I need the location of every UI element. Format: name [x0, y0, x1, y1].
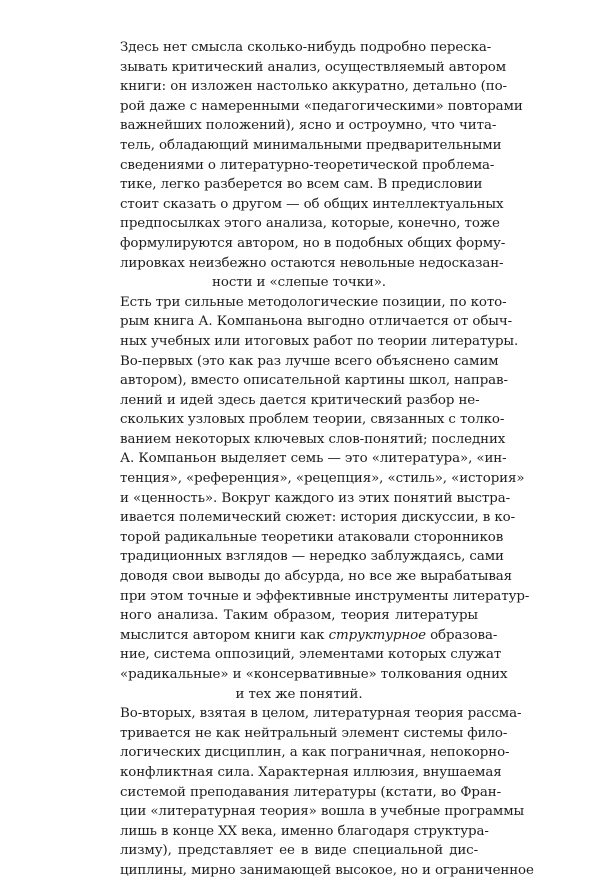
- text-line: лений и идей здесь дается критический разбор не-: [120, 392, 480, 408]
- text-line: формулируются автором, но в подобных общих форму-: [120, 235, 506, 251]
- text-line: Есть три сильные методологические позиции, по кото-: [120, 294, 507, 310]
- text-line: предпосылках этого анализа, которые, конечно, тоже: [120, 216, 500, 232]
- text-line: рой даже с намеренными «педагогическими» повторами: [120, 98, 523, 114]
- text-line: лизму), представляет ее в виде специальной дис-: [120, 843, 478, 859]
- paragraph-1: [120, 38, 523, 293]
- text-segment: мыслится автором книги как: [120, 627, 325, 643]
- text-line: А. Компаньон выделяет семь — это «литература», «ин-: [120, 451, 507, 467]
- text-line: и тех же понятий.: [235, 686, 363, 702]
- text-line-with-emphasis: [120, 626, 498, 646]
- text-line: ного анализа. Таким образом, теория литературы: [120, 608, 478, 624]
- text-line: ивается полемический сюжет: история дискуссии, в ко-: [120, 510, 515, 526]
- text-line: тель, обладающий минимальными предварительными: [120, 137, 502, 153]
- text-line: автором), вместо описательной картины школ, направ-: [120, 373, 508, 389]
- text-line: скольких узловых проблем теории, связанных с толко-: [120, 412, 505, 428]
- text-line: ванием некоторых ключевых слов-понятий; последних: [120, 431, 506, 447]
- body-text: [120, 38, 534, 881]
- text-line: ние, система оппозиций, элементами которых служат: [120, 647, 502, 663]
- text-line: традиционных взглядов — нередко заблуждаясь, сами: [120, 549, 504, 565]
- text-line: тривается не как нейтральный элемент системы фило-: [120, 725, 508, 741]
- text-line: зывать критический анализ, осуществляемый автором: [120, 59, 507, 75]
- text-line: сведениями о литературно-теоретической проблема-: [120, 157, 495, 173]
- text-line: при этом точные и эффективные инструменты литератур-: [120, 588, 530, 604]
- text-line: циплины, мирно занимающей высокое, но и ограниченное: [120, 862, 534, 878]
- text-line: стоит сказать о другом — об общих интеллектуальных: [120, 196, 504, 212]
- paragraph-2: [120, 293, 530, 704]
- paragraph-3: [120, 704, 534, 880]
- text-line: системой преподавания литературы (кстати, во Фран-: [120, 784, 502, 800]
- text-line: тике, легко разберется во всем сам. В предисловии: [120, 177, 483, 193]
- emphasized-word: структурное: [328, 627, 426, 643]
- text-line: торой радикальные теоретики атаковали сторонников: [120, 529, 504, 545]
- text-line: ции «литературная теория» вошла в учебные программы: [120, 804, 525, 820]
- text-line: тенция», «референция», «рецепция», «стиль», «история»: [120, 471, 525, 487]
- text-line: ности и «слепые точки».: [212, 275, 386, 291]
- text-line: логических дисциплин, а как пограничная, непокорно-: [120, 745, 510, 761]
- text-line: книги: он изложен настолько аккуратно, детально (по-: [120, 79, 507, 95]
- text-line: доводя свои выводы до абсурда, но все же вырабатывая: [120, 569, 512, 585]
- text-line: важнейших положений), ясно и остроумно, что чита-: [120, 118, 497, 134]
- text-line: и «ценность». Вокруг каждого из этих понятий выстра-: [120, 490, 511, 506]
- text-line: «радикальные» и «консервативные» толкования одних: [120, 667, 508, 682]
- text-line: Во-вторых, взятая в целом, литературная теория рассма-: [120, 706, 522, 722]
- text-line: Во-первых (это как раз лучше всего объяснено самим: [120, 353, 499, 369]
- text-line: конфликтная сила. Характерная иллюзия, внушаемая: [120, 764, 502, 780]
- text-line: рым книга А. Компаньона выгодно отличается от обыч-: [120, 314, 513, 330]
- text-segment: образова-: [430, 627, 498, 643]
- text-line: Здесь нет смысла сколько-нибудь подробно переска-: [120, 40, 492, 55]
- text-line: лишь в конце XX века, именно благодаря структура-: [120, 823, 489, 839]
- text-line: лировках неизбежно остаются невольные недосказан-: [120, 255, 504, 271]
- text-line: ных учебных или итоговых работ по теории литературы.: [120, 333, 519, 349]
